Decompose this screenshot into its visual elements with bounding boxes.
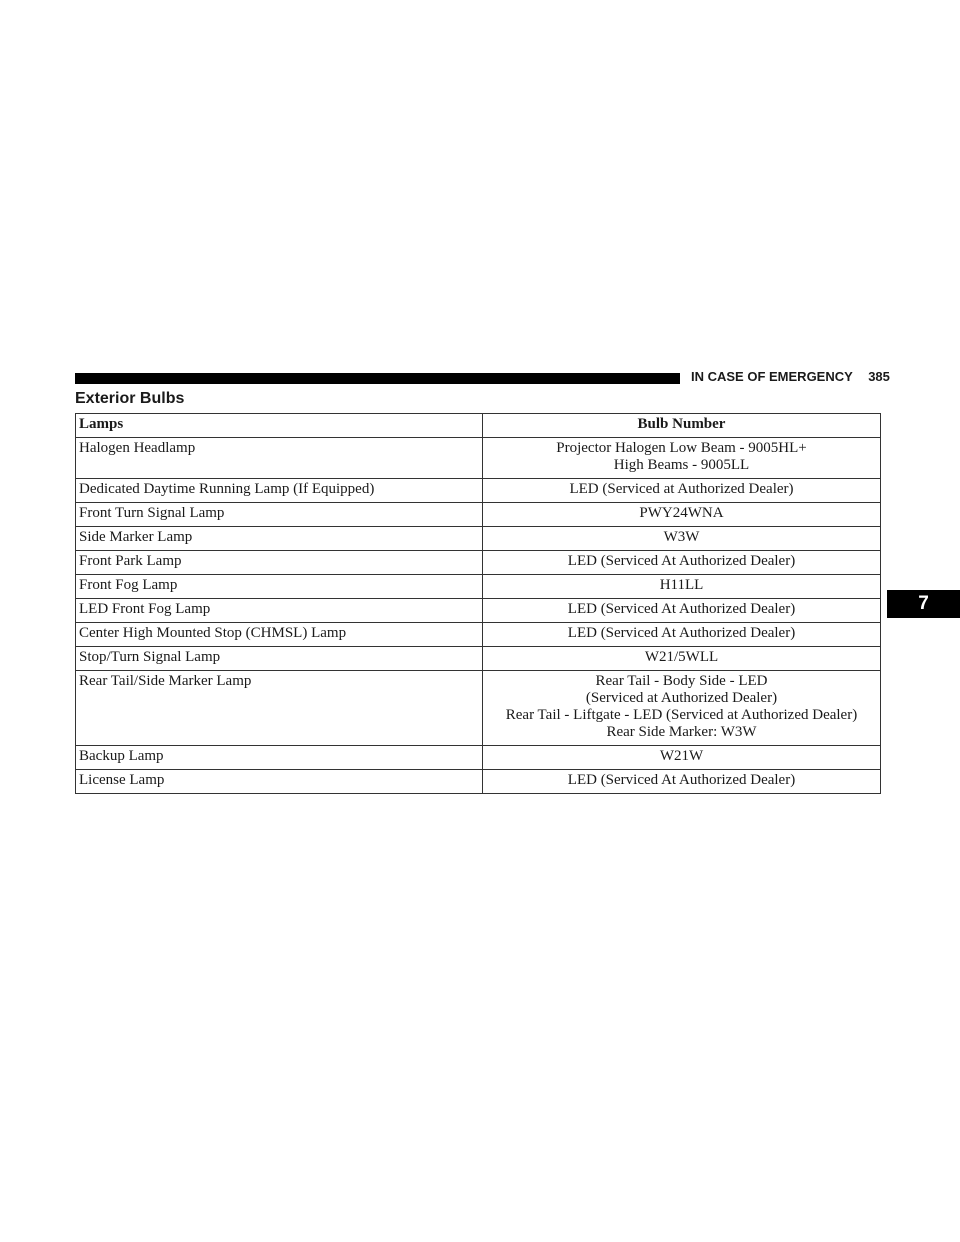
lamp-cell: Front Park Lamp <box>76 551 483 575</box>
column-header-lamps: Lamps <box>76 414 483 438</box>
table-row <box>76 479 881 503</box>
bulb-number-line: LED (Serviced At Authorized Dealer) <box>567 601 796 617</box>
lamp-cell: LED Front Fog Lamp <box>76 599 483 623</box>
bulb-number-line: LED (Serviced at Authorized Dealer) <box>569 481 794 497</box>
lamp-cell: Halogen Headlamp <box>76 438 483 479</box>
bulb-number-cell <box>483 770 881 794</box>
lamp-cell: Stop/Turn Signal Lamp <box>76 647 483 671</box>
bulb-number-cell <box>483 671 881 746</box>
bulb-number-line: (Serviced at Authorized Dealer) <box>585 690 778 706</box>
bulb-number-cell <box>483 647 881 671</box>
bulb-number-line: Rear Side Marker: W3W <box>606 724 757 740</box>
lamp-cell: Side Marker Lamp <box>76 527 483 551</box>
bulb-number-cell <box>483 575 881 599</box>
table-row <box>76 503 881 527</box>
lamp-cell: Backup Lamp <box>76 746 483 770</box>
bulb-number-line: W3W <box>663 529 700 545</box>
section-title: Exterior Bulbs <box>75 390 185 407</box>
bulb-number-cell <box>483 599 881 623</box>
table-row <box>76 671 881 746</box>
lamp-cell: Front Fog Lamp <box>76 575 483 599</box>
chapter-tab: 7 <box>887 590 960 618</box>
bulb-number-cell <box>483 438 881 479</box>
bulb-number-cell <box>483 479 881 503</box>
table-row <box>76 746 881 770</box>
bulb-number-line: W21/5WLL <box>644 649 719 665</box>
bulb-number-cell <box>483 551 881 575</box>
exterior-bulbs-table <box>75 413 881 794</box>
running-header <box>691 369 890 384</box>
table-row <box>76 527 881 551</box>
bulb-number-line: Rear Tail - Liftgate - LED (Serviced at Authorized Dealer) <box>505 707 858 723</box>
lamp-cell: Dedicated Daytime Running Lamp (If Equipped) <box>76 479 483 503</box>
table-row <box>76 599 881 623</box>
bulb-number-cell <box>483 746 881 770</box>
bulb-number-line: LED (Serviced At Authorized Dealer) <box>567 772 796 788</box>
table-row <box>76 575 881 599</box>
lamp-cell: Rear Tail/Side Marker Lamp <box>76 671 483 746</box>
bulb-number-cell <box>483 503 881 527</box>
lamp-cell: Front Turn Signal Lamp <box>76 503 483 527</box>
bulb-number-line: High Beams - 9005LL <box>613 457 750 473</box>
table-row <box>76 623 881 647</box>
bulb-number-cell <box>483 527 881 551</box>
table-row <box>76 647 881 671</box>
bulb-number-line: PWY24WNA <box>639 505 724 521</box>
bulb-number-line: Projector Halogen Low Beam - 9005HL+ <box>556 440 807 456</box>
page-number: 385 <box>868 369 890 384</box>
header-rule <box>75 373 680 384</box>
bulb-number-line: W21W <box>659 748 704 764</box>
section-label: IN CASE OF EMERGENCY <box>691 369 853 384</box>
table-row <box>76 551 881 575</box>
table-header-row <box>76 414 881 438</box>
lamp-cell: License Lamp <box>76 770 483 794</box>
column-header-bulb-number: Bulb Number <box>483 414 881 438</box>
table-body <box>76 438 881 794</box>
bulb-number-line: LED (Serviced At Authorized Dealer) <box>567 625 796 641</box>
bulb-number-line: H11LL <box>659 577 704 593</box>
table-row <box>76 770 881 794</box>
table-row <box>76 438 881 479</box>
bulb-number-line: LED (Serviced At Authorized Dealer) <box>567 553 796 569</box>
lamp-cell: Center High Mounted Stop (CHMSL) Lamp <box>76 623 483 647</box>
bulb-number-cell <box>483 623 881 647</box>
bulb-number-line: Rear Tail - Body Side - LED <box>595 673 768 689</box>
